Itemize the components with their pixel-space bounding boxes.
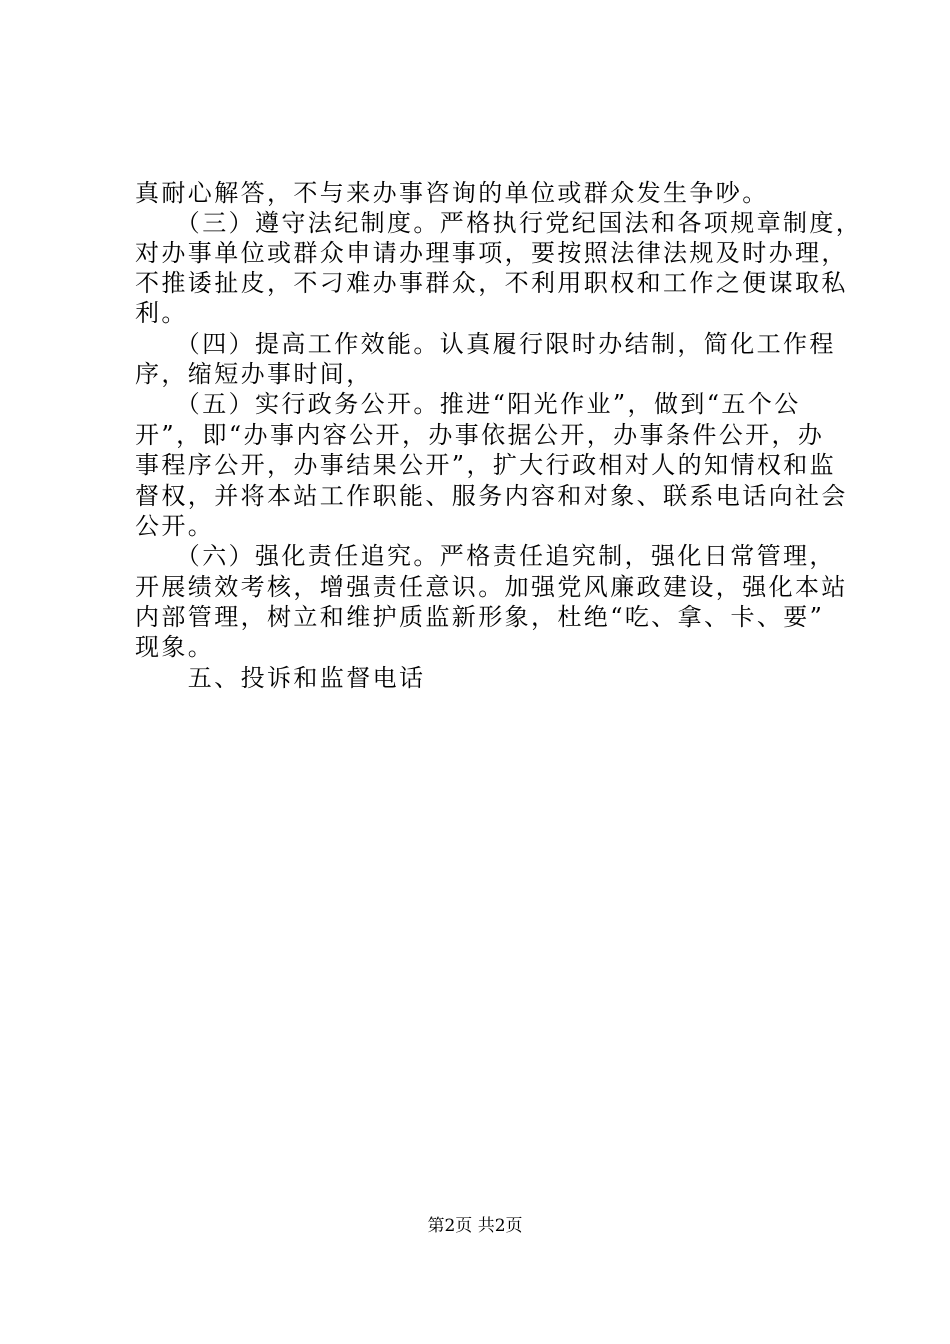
text-line: 开展绩效考核，增强责任意识。加强党风廉政建设，强化本站 xyxy=(135,573,848,601)
text-line: 真耐心解答，不与来办事咨询的单位或群众发生争吵。 xyxy=(135,179,769,207)
text-line: （三）遵守法纪制度。严格执行党纪国法和各项规章制度， xyxy=(135,209,863,237)
text-line: 公开。 xyxy=(135,512,215,540)
page-number-footer: 第2页 共2页 xyxy=(427,1216,523,1236)
text-line: 利。 xyxy=(135,299,188,327)
text-line: （五）实行政务公开。推进“阳光作业”，做到“五个公 xyxy=(135,390,801,418)
text-line: （四）提高工作效能。认真履行限时办结制，简化工作程 xyxy=(135,330,836,358)
text-line: 现象。 xyxy=(135,633,215,661)
text-line: 事程序公开，办事结果公开”，扩大行政相对人的知情权和监 xyxy=(135,451,837,479)
text-line: 内部管理，树立和维护质监新形象，杜绝“吃、拿、卡、要” xyxy=(135,603,825,631)
text-line: 督权，并将本站工作职能、服务内容和对象、联系电话向社会 xyxy=(135,482,848,510)
text-line: （六）强化责任追究。严格责任追究制，强化日常管理， xyxy=(135,542,836,570)
text-line: 不推诿扯皮，不刁难办事群众，不利用职权和工作之便谋取私 xyxy=(135,269,848,297)
text-line: 序，缩短办事时间， xyxy=(135,360,373,388)
text-line: 对办事单位或群众申请办理事项，要按照法律法规及时办理， xyxy=(135,239,848,267)
section-heading: 五、投诉和监督电话 xyxy=(135,664,426,692)
text-line: 开”，即“办事内容公开，办事依据公开，办事条件公开，办 xyxy=(135,421,825,449)
